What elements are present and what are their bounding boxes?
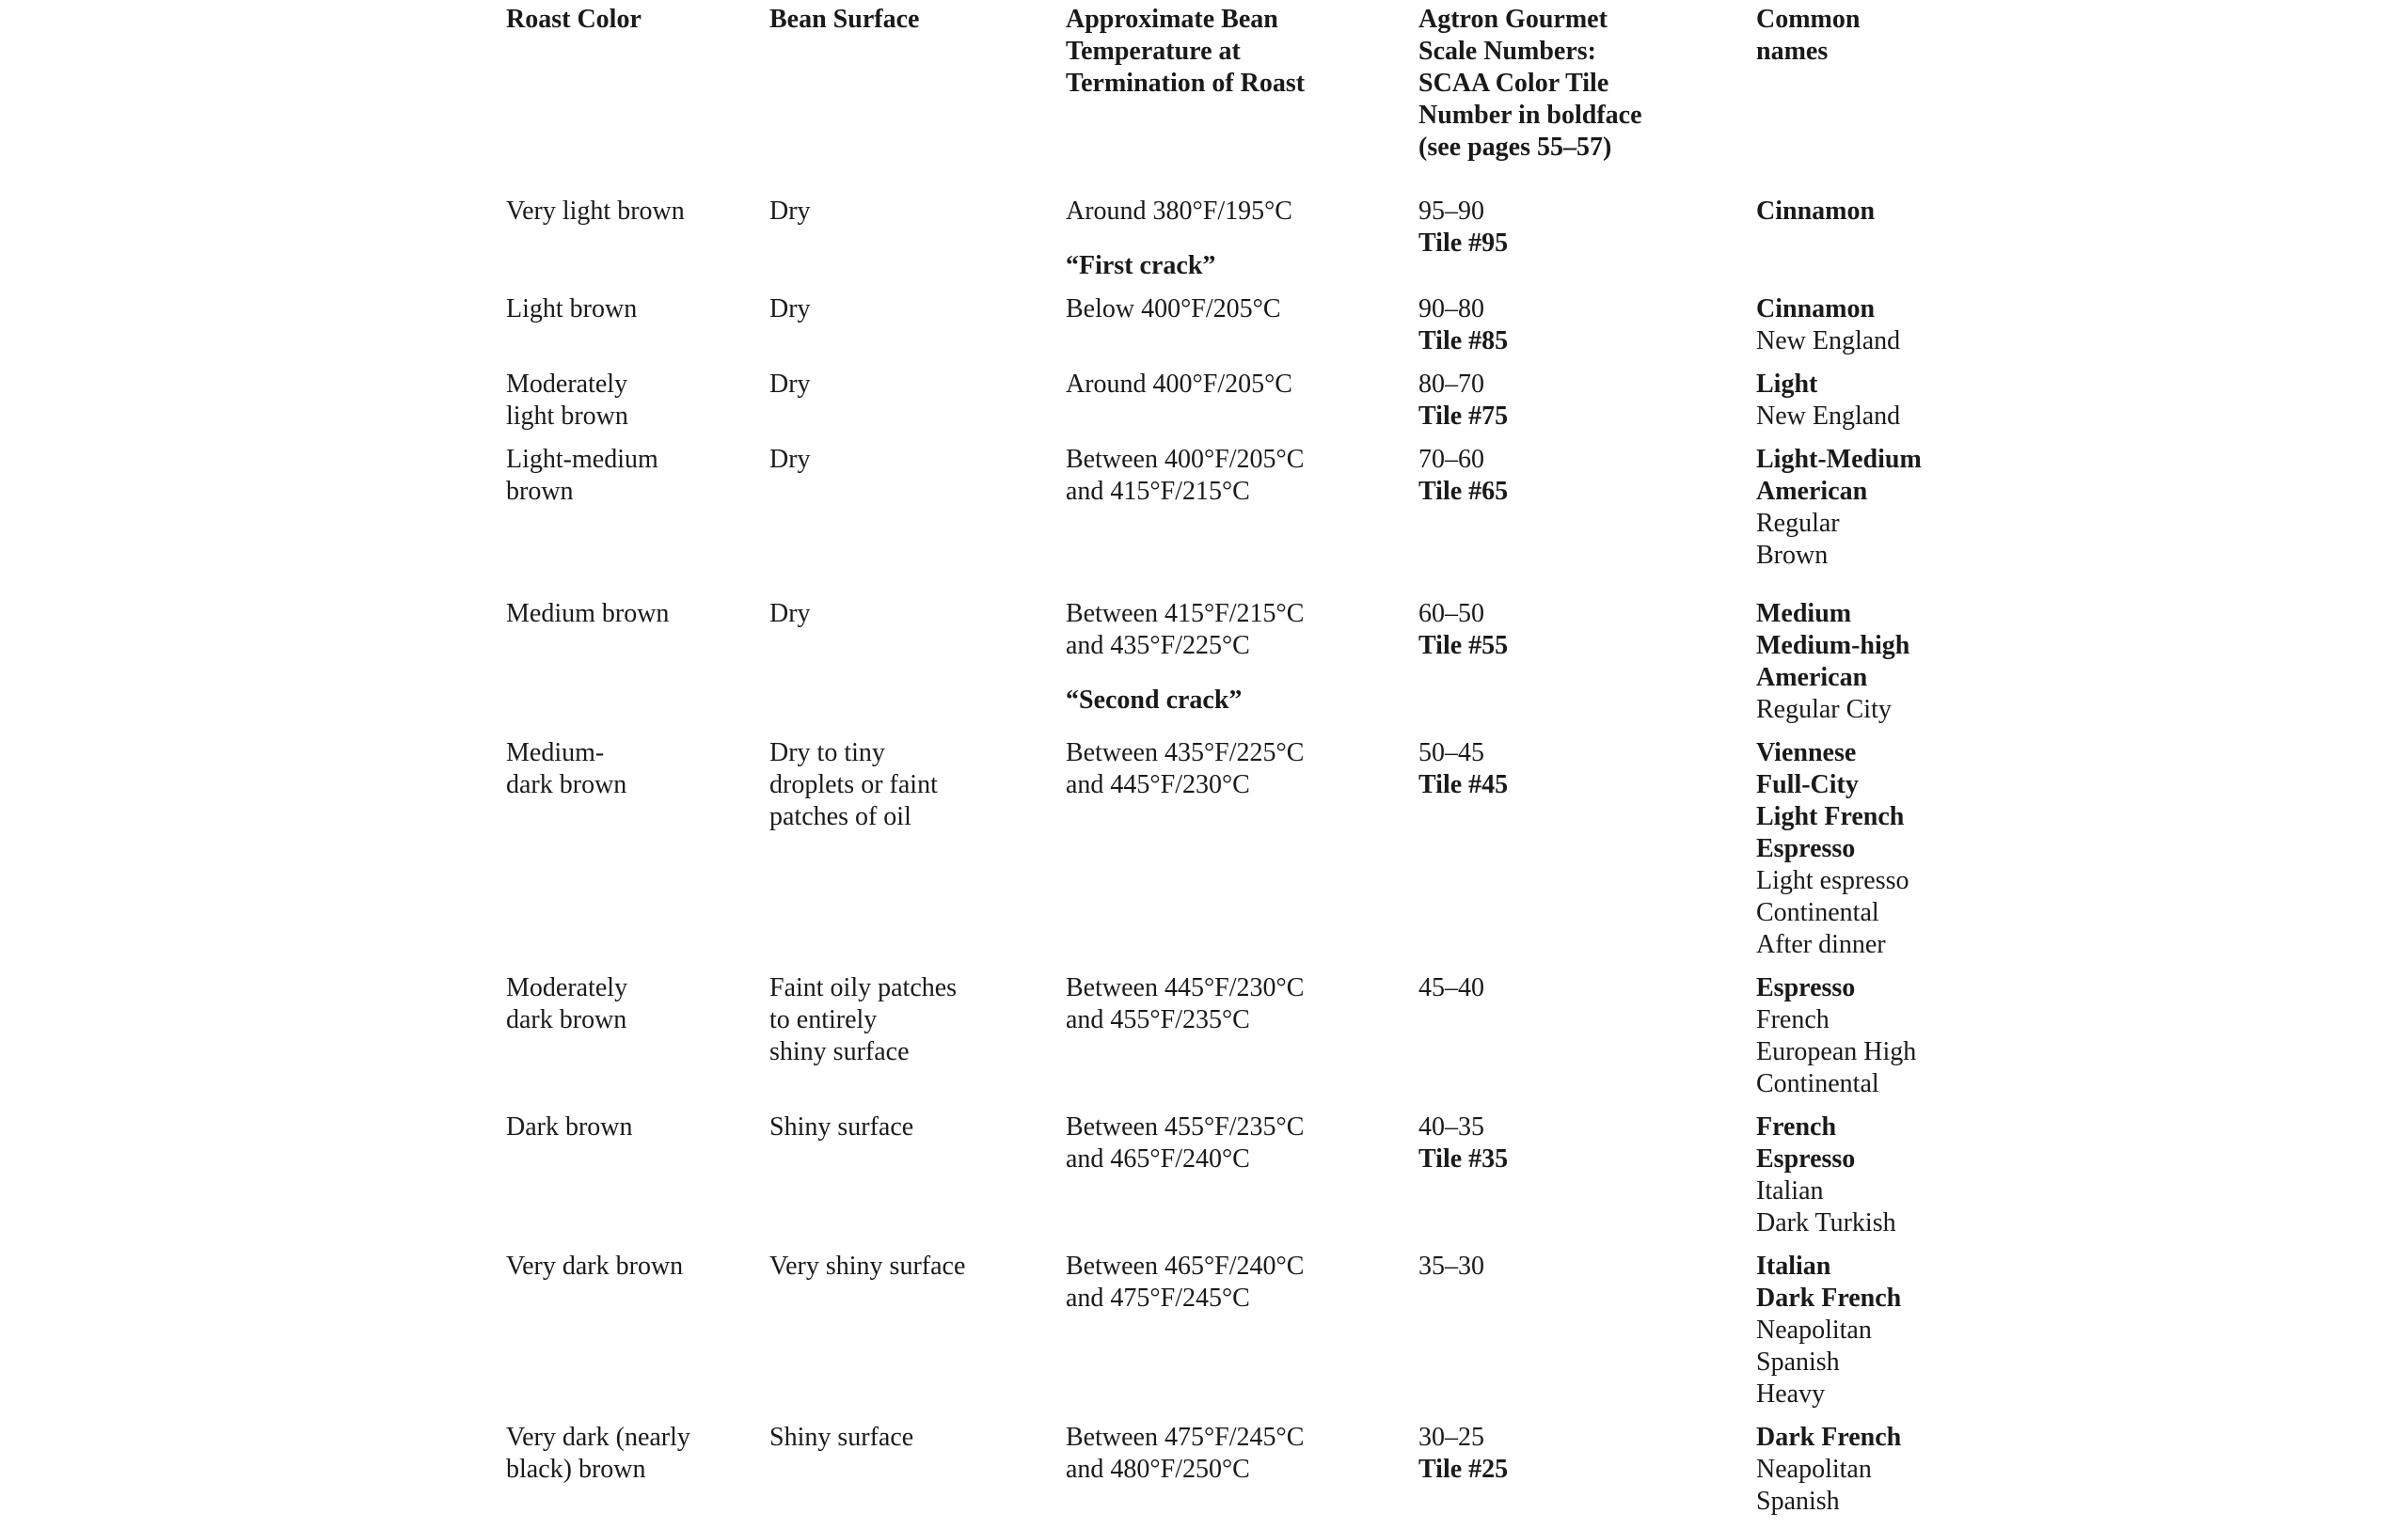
cell-common-names (1756, 293, 1955, 357)
common-name: Regular City (1756, 695, 1892, 724)
cell-agtron (1418, 1251, 1756, 1411)
cell-roast-color: Dark brown (506, 1112, 633, 1142)
cell-agtron (1418, 598, 1756, 726)
agtron-range: 80–70 (1418, 370, 1484, 399)
tile-number: Tile #25 (1418, 1455, 1509, 1484)
common-name: French (1756, 1005, 1830, 1034)
temperature-value: Around 400°F/205°C (1066, 370, 1292, 399)
row-spacer (506, 961, 1955, 972)
common-name-primary: Espresso (1756, 834, 1856, 863)
cell-temperature (1066, 1422, 1418, 1518)
cell-roast-color: Very dark brown (506, 1252, 684, 1281)
table-row (506, 1422, 1955, 1518)
cell-agtron (1418, 1111, 1756, 1239)
cell-temperature (1066, 444, 1418, 572)
row-spacer (506, 1518, 1955, 1529)
agtron-range: 50–45 (1418, 738, 1484, 767)
cell-agtron (1418, 1422, 1756, 1518)
table-row (506, 293, 1955, 357)
temperature-value: Between 475°F/245°C and 480°F/250°C (1066, 1423, 1305, 1484)
cell-bean-surface: Dry (769, 370, 811, 399)
common-name: After dinner (1756, 930, 1886, 959)
tile-number: Tile #35 (1418, 1144, 1509, 1174)
common-name: Regular (1756, 509, 1840, 538)
row-spacer (506, 357, 1955, 369)
tile-number: Tile #55 (1418, 631, 1509, 660)
row-spacer (506, 572, 1955, 583)
common-name-primary: Light French (1756, 802, 1905, 831)
cell-temperature (1066, 369, 1418, 433)
table-header-row (506, 4, 1955, 164)
table-row (506, 737, 1955, 961)
cell-agtron (1418, 444, 1756, 572)
cell-bean-surface: Dry (769, 197, 811, 226)
header-agtron: Agtron Gourmet Scale Numbers: SCAA Color Tile Number in boldface (see pages 55–57) (1418, 5, 1642, 162)
header-bean-surface: Bean Surface (769, 5, 920, 34)
cell-temperature (1066, 972, 1418, 1100)
tile-number: Tile #65 (1418, 477, 1509, 506)
cell-common-names (1756, 444, 1955, 572)
cell-agtron (1418, 369, 1756, 433)
cell-roast-color: Medium- dark brown (506, 738, 627, 799)
table-row (506, 1111, 1955, 1239)
common-name-primary: American (1756, 477, 1868, 506)
agtron-range: 60–50 (1418, 599, 1484, 628)
cell-bean-surface: Dry (769, 445, 811, 474)
tile-number: Tile #95 (1418, 229, 1509, 258)
cell-temperature (1066, 196, 1418, 282)
common-name: Brown (1756, 541, 1829, 570)
roast-crack-note: “Second crack” (1066, 686, 1243, 715)
common-name-primary: Cinnamon (1756, 294, 1876, 323)
temperature-value: Between 465°F/240°C and 475°F/245°C (1066, 1252, 1305, 1313)
common-name-primary: Italian (1756, 1252, 1831, 1281)
cell-common-names (1756, 1251, 1955, 1411)
cell-bean-surface: Shiny surface (769, 1423, 914, 1452)
agtron-range: 95–90 (1418, 197, 1484, 226)
common-name: Heavy (1756, 1379, 1826, 1409)
common-name-primary: Light-Medium (1756, 445, 1922, 474)
cell-agtron (1418, 196, 1756, 282)
temperature-value: Around 380°F/195°C (1066, 197, 1292, 226)
row-spacer (506, 282, 1955, 293)
roast-table (506, 4, 1955, 1529)
table-row (506, 196, 1955, 282)
cell-common-names (1756, 196, 1955, 282)
common-name: Dark Turkish (1756, 1208, 1896, 1237)
tile-number: Tile #85 (1418, 326, 1509, 355)
cell-bean-surface: Faint oily patches to entirely shiny surface (769, 973, 958, 1066)
cell-bean-surface: Dry (769, 599, 811, 628)
table-row (506, 1251, 1955, 1411)
common-name-primary: Full-City (1756, 770, 1859, 799)
agtron-range: 30–25 (1418, 1423, 1484, 1452)
common-name-primary: Espresso (1756, 973, 1856, 1002)
header-common-names: Common names (1756, 5, 1861, 66)
tile-number: Tile #75 (1418, 402, 1509, 431)
cell-temperature (1066, 1111, 1418, 1239)
cell-roast-color: Moderately dark brown (506, 973, 628, 1034)
common-name: Light espresso (1756, 866, 1909, 895)
cell-agtron (1418, 293, 1756, 357)
common-name: Spanish (1756, 1487, 1840, 1516)
common-name: Neapolitan (1756, 1455, 1872, 1484)
row-spacer (506, 1100, 1955, 1111)
temperature-value: Below 400°F/205°C (1066, 294, 1281, 323)
common-name: Spanish (1756, 1348, 1840, 1377)
cell-bean-surface: Very shiny surface (769, 1252, 966, 1281)
common-name: Continental (1756, 1069, 1879, 1098)
common-name-primary: Espresso (1756, 1144, 1856, 1174)
row-spacer (506, 1239, 1955, 1251)
row-spacer (506, 433, 1955, 444)
header-roast-color: Roast Color (506, 5, 642, 34)
common-name-primary: Dark French (1756, 1423, 1902, 1452)
header-temperature: Approximate Bean Temperature at Termination of Roast (1066, 5, 1306, 98)
cell-roast-color: Medium brown (506, 599, 670, 628)
common-name-primary: Dark French (1756, 1284, 1902, 1313)
common-name-primary: French (1756, 1112, 1837, 1142)
cell-common-names (1756, 1111, 1955, 1239)
tile-number: Tile #45 (1418, 770, 1509, 799)
row-spacer (506, 1411, 1955, 1422)
row-spacer (506, 726, 1955, 737)
common-name: European High (1756, 1037, 1917, 1066)
common-name: New England (1756, 326, 1901, 355)
table-row (506, 598, 1955, 726)
cell-common-names (1756, 369, 1955, 433)
cell-agtron (1418, 972, 1756, 1100)
temperature-value: Between 415°F/215°C and 435°F/225°C (1066, 599, 1305, 660)
cell-roast-color: Moderately light brown (506, 370, 628, 431)
common-name: Neapolitan (1756, 1316, 1872, 1345)
cell-bean-surface: Dry (769, 294, 811, 323)
cell-bean-surface: Dry to tiny droplets or faint patches of oil (769, 738, 938, 831)
cell-common-names (1756, 972, 1955, 1100)
cell-temperature (1066, 1251, 1418, 1411)
temperature-value: Between 400°F/205°C and 415°F/215°C (1066, 445, 1305, 506)
common-name-primary: Medium (1756, 599, 1852, 628)
common-name-primary: Viennese (1756, 738, 1857, 767)
cell-roast-color: Light brown (506, 294, 638, 323)
agtron-range: 35–30 (1418, 1252, 1484, 1281)
temperature-value: Between 455°F/235°C and 465°F/240°C (1066, 1112, 1305, 1174)
cell-common-names (1756, 1422, 1955, 1518)
agtron-range: 45–40 (1418, 973, 1484, 1002)
table-body (506, 196, 1955, 1529)
cell-common-names (1756, 737, 1955, 961)
table-row (506, 369, 1955, 433)
common-name: Italian (1756, 1176, 1824, 1206)
cell-bean-surface: Shiny surface (769, 1112, 914, 1142)
agtron-range: 70–60 (1418, 445, 1484, 474)
common-name: Continental (1756, 898, 1879, 927)
temperature-value: Between 435°F/225°C and 445°F/230°C (1066, 738, 1305, 799)
common-name-primary: Light (1756, 370, 1818, 399)
common-name-primary: Medium-high (1756, 631, 1910, 660)
cell-agtron (1418, 737, 1756, 961)
agtron-range: 90–80 (1418, 294, 1484, 323)
cell-roast-color: Very dark (nearly black) brown (506, 1423, 690, 1484)
common-name-primary: Cinnamon (1756, 197, 1876, 226)
table-row (506, 972, 1955, 1100)
cell-temperature (1066, 598, 1418, 726)
cell-temperature (1066, 737, 1418, 961)
cell-temperature (1066, 293, 1418, 357)
temperature-value: Between 445°F/230°C and 455°F/235°C (1066, 973, 1305, 1034)
cell-common-names (1756, 598, 1955, 726)
roast-crack-note: “First crack” (1066, 251, 1216, 280)
cell-roast-color: Light-medium brown (506, 445, 658, 506)
common-name: New England (1756, 402, 1901, 431)
common-name-primary: American (1756, 663, 1868, 692)
agtron-range: 40–35 (1418, 1112, 1484, 1142)
cell-roast-color: Very light brown (506, 197, 685, 226)
table-row (506, 444, 1955, 572)
